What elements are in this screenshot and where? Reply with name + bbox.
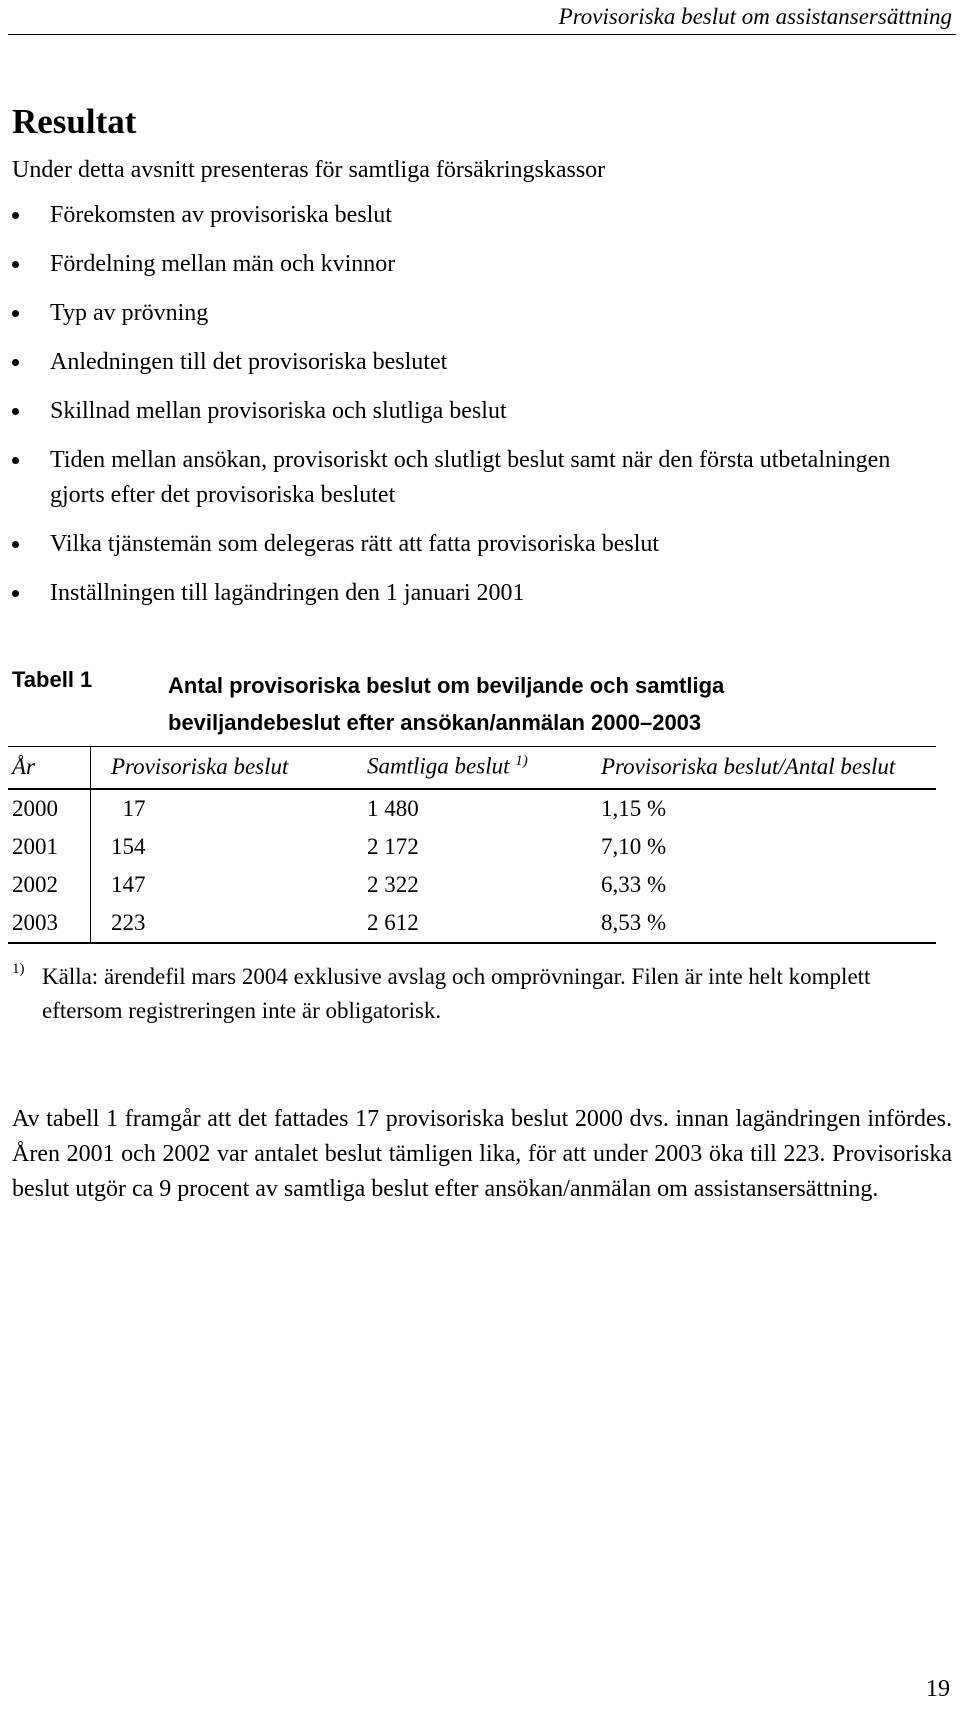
header-provisional: Provisoriska beslut <box>91 747 344 790</box>
cell-ratio: 7,10 % <box>601 834 667 859</box>
topic-item: Vilka tjänstemän som delegeras rätt att fatta provisoriska beslut <box>12 527 942 562</box>
topic-item: Anledningen till det provisoriska beslutet <box>12 345 942 380</box>
header-total <box>343 747 597 790</box>
topic-item: Skillnad mellan provisoriska och slutliga beslut <box>12 394 942 429</box>
running-title: Provisoriska beslut om assistansersättning <box>558 4 952 29</box>
table-row <box>8 866 936 904</box>
topic-item: Fördelning mellan män och kvinnor <box>12 247 942 282</box>
header-ratio: Provisoriska beslut/Antal beslut <box>597 747 936 790</box>
cell-total: 2 322 <box>367 872 419 897</box>
cell-year: 2003 <box>8 904 91 943</box>
cell-ratio: 6,33 % <box>601 872 667 897</box>
header-total-label: Samtliga beslut <box>367 753 510 779</box>
table-caption <box>168 667 928 741</box>
header-total-footnote-marker: 1) <box>515 753 528 770</box>
topic-item: Typ av prövning <box>12 296 942 331</box>
section-title: Resultat <box>12 102 137 141</box>
table-row <box>8 789 936 828</box>
cell-total: 2 172 <box>367 834 419 859</box>
table-header-row <box>8 747 936 790</box>
topic-item: Tiden mellan ansökan, provisoriskt och slutligt beslut samt när den första utbetalningen gjorts efter det provisoriska beslutet <box>12 443 942 513</box>
topic-list <box>12 198 942 625</box>
cell-year: 2000 <box>8 789 91 828</box>
topic-item: Förekomsten av provisoriska beslut <box>12 198 942 233</box>
header-divider <box>8 34 956 35</box>
footnote-marker: 1) <box>12 961 25 977</box>
table-caption-line: Antal provisoriska beslut om beviljande och samtliga <box>168 673 725 698</box>
table-footnote <box>12 960 932 1028</box>
page-number: 19 <box>926 1676 950 1702</box>
topic-item: Inställningen till lagändringen den 1 januari 2001 <box>12 576 942 611</box>
cell-ratio: 8,53 % <box>597 904 936 943</box>
cell-provisional: 147 <box>111 872 146 897</box>
cell-total: 2 612 <box>343 904 597 943</box>
cell-provisional: 223 <box>91 904 344 943</box>
header-year: År <box>8 747 91 790</box>
cell-total: 1 480 <box>367 796 419 821</box>
section-intro: Under detta avsnitt presenteras för samtliga försäkringskassor <box>12 157 606 183</box>
table-row <box>8 828 936 866</box>
footnote-text: Källa: ärendefil mars 2004 exklusive avslag och omprövningar. Filen är inte helt komplett eftersom registreringen inte är obligatorisk. <box>42 964 871 1023</box>
cell-provisional: 154 <box>111 834 146 859</box>
cell-provisional-value: 17 <box>122 796 146 821</box>
cell-provisional <box>91 789 344 828</box>
body-paragraph: Av tabell 1 framgår att det fattades 17 provisoriska beslut 2000 dvs. innan lagändringen infördes. Åren 2001 och 2002 var antalet beslut tämligen lika, för att under 2003 öka till 223. Provisoriska beslut utgör ca 9 procent av samtliga beslut efter ansökan/anmälan om assistansersättning. <box>12 1106 952 1202</box>
cell-year: 2002 <box>8 866 91 904</box>
cell-ratio: 1,15 % <box>601 796 667 821</box>
table-row <box>8 904 936 943</box>
table-caption-line: beviljandebeslut efter ansökan/anmälan 2000–2003 <box>168 710 702 735</box>
cell-year: 2001 <box>8 828 91 866</box>
table-label: Tabell 1 <box>12 667 93 692</box>
decisions-table <box>8 746 936 944</box>
